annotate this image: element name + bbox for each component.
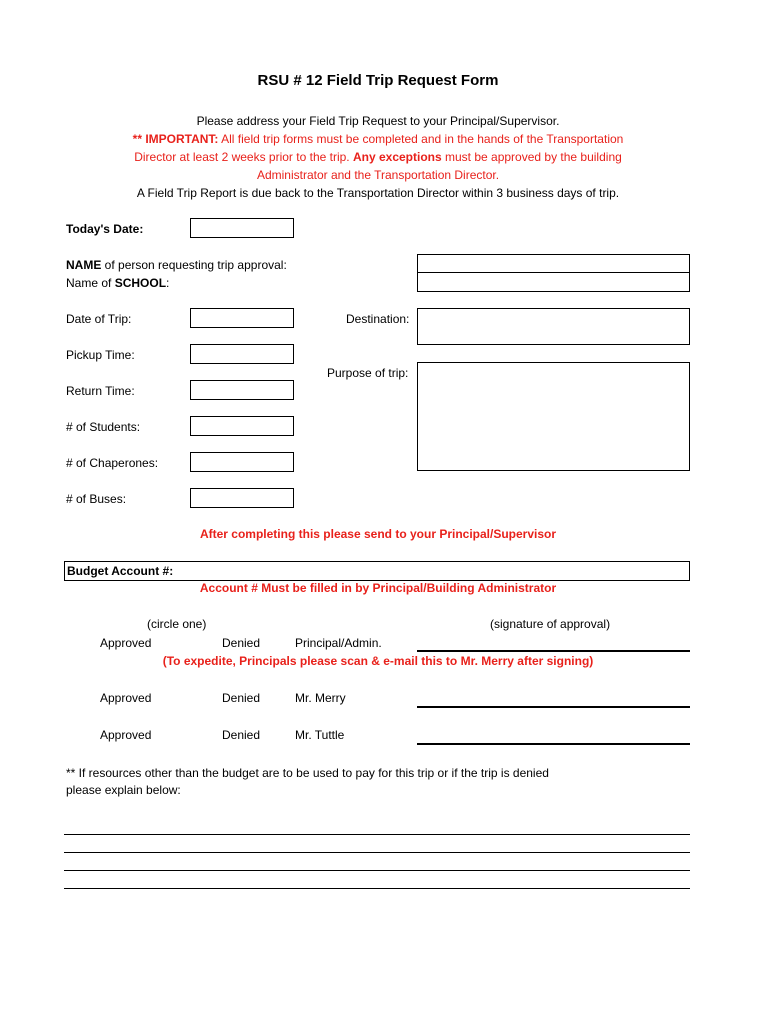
buses-label: # of Buses: xyxy=(66,492,127,506)
intro-line-3-bold: Any exceptions xyxy=(352,150,442,164)
explain-write-line-1[interactable] xyxy=(64,834,690,835)
tuttle-label: Mr. Tuttle xyxy=(295,728,345,742)
pickup-time-field[interactable] xyxy=(190,344,294,364)
intro-line-1: Please address your Field Trip Request to your Principal/Supervisor. xyxy=(196,114,560,128)
return-time-label: Return Time: xyxy=(66,384,135,398)
merry-denied-option[interactable]: Denied xyxy=(222,691,261,705)
requester-name-field[interactable] xyxy=(417,254,690,273)
school-name-field[interactable] xyxy=(417,272,690,292)
buses-field[interactable] xyxy=(190,488,294,508)
date-of-trip-label: Date of Trip: xyxy=(66,312,132,326)
important-text: All field trip forms must be completed and in the hands of the Transportation xyxy=(218,132,624,146)
return-time-field[interactable] xyxy=(190,380,294,400)
intro-line-3-b: must be approved by the building xyxy=(441,150,622,164)
intro-line-3 xyxy=(0,148,756,166)
destination-label: Destination: xyxy=(346,312,410,326)
merry-signature-line[interactable] xyxy=(417,706,690,708)
school-name-label xyxy=(66,275,169,291)
explain-write-line-4[interactable] xyxy=(64,888,690,889)
intro-line-3-a: Director at least 2 weeks prior to the trip. xyxy=(134,150,353,164)
explain-write-line-2[interactable] xyxy=(64,852,690,853)
principal-admin-label: Principal/Admin. xyxy=(295,636,382,650)
explain-write-line-3[interactable] xyxy=(64,870,690,871)
signature-note: (signature of approval) xyxy=(490,617,611,631)
intro-line-5: A Field Trip Report is due back to the Transportation Director within 3 business days of trip. xyxy=(136,186,620,200)
pickup-time-label: Pickup Time: xyxy=(66,348,135,362)
intro-important xyxy=(0,130,756,148)
budget-account-field[interactable] xyxy=(64,561,690,581)
requester-name-label xyxy=(66,257,287,273)
tuttle-denied-option[interactable]: Denied xyxy=(222,728,261,742)
todays-date-field[interactable] xyxy=(190,218,294,238)
explain-line-1: ** If resources other than the budget are to be used to pay for this trip or if the trip is denied xyxy=(66,766,549,780)
budget-account-label: Budget Account #: xyxy=(67,564,174,578)
students-field[interactable] xyxy=(190,416,294,436)
purpose-label: Purpose of trip: xyxy=(327,366,409,380)
tuttle-approved-option[interactable]: Approved xyxy=(100,728,152,742)
todays-date-label: Today's Date: xyxy=(66,222,144,236)
purpose-field[interactable] xyxy=(417,362,690,471)
tuttle-signature-line[interactable] xyxy=(417,743,690,745)
students-label: # of Students: xyxy=(66,420,141,434)
send-note: After completing this please send to your Principal/Supervisor xyxy=(199,527,557,541)
important-label: ** IMPORTANT: xyxy=(132,132,219,146)
date-of-trip-field[interactable] xyxy=(190,308,294,328)
name-bold: NAME xyxy=(66,258,102,272)
merry-label: Mr. Merry xyxy=(295,691,346,705)
principal-signature-line[interactable] xyxy=(417,650,690,652)
intro-line-4: Administrator and the Transportation Director. xyxy=(256,168,500,182)
circle-one-note: (circle one) xyxy=(147,617,207,631)
school-prefix: Name of xyxy=(66,276,115,290)
destination-field[interactable] xyxy=(417,308,690,345)
chaperones-field[interactable] xyxy=(190,452,294,472)
chaperones-label: # of Chaperones: xyxy=(66,456,159,470)
budget-note: Account # Must be filled in by Principal/Building Administrator xyxy=(199,581,557,595)
explain-line-2: please explain below: xyxy=(66,783,181,797)
school-suffix: : xyxy=(166,276,170,290)
page-title: RSU # 12 Field Trip Request Form xyxy=(257,72,499,89)
principal-approved-option[interactable]: Approved xyxy=(100,636,152,650)
principal-denied-option[interactable]: Denied xyxy=(222,636,261,650)
expedite-note: (To expedite, Principals please scan & e-mail this to Mr. Merry after signing) xyxy=(162,654,594,668)
merry-approved-option[interactable]: Approved xyxy=(100,691,152,705)
school-bold: SCHOOL xyxy=(114,276,167,290)
name-rest: of person requesting trip approval: xyxy=(101,258,287,272)
